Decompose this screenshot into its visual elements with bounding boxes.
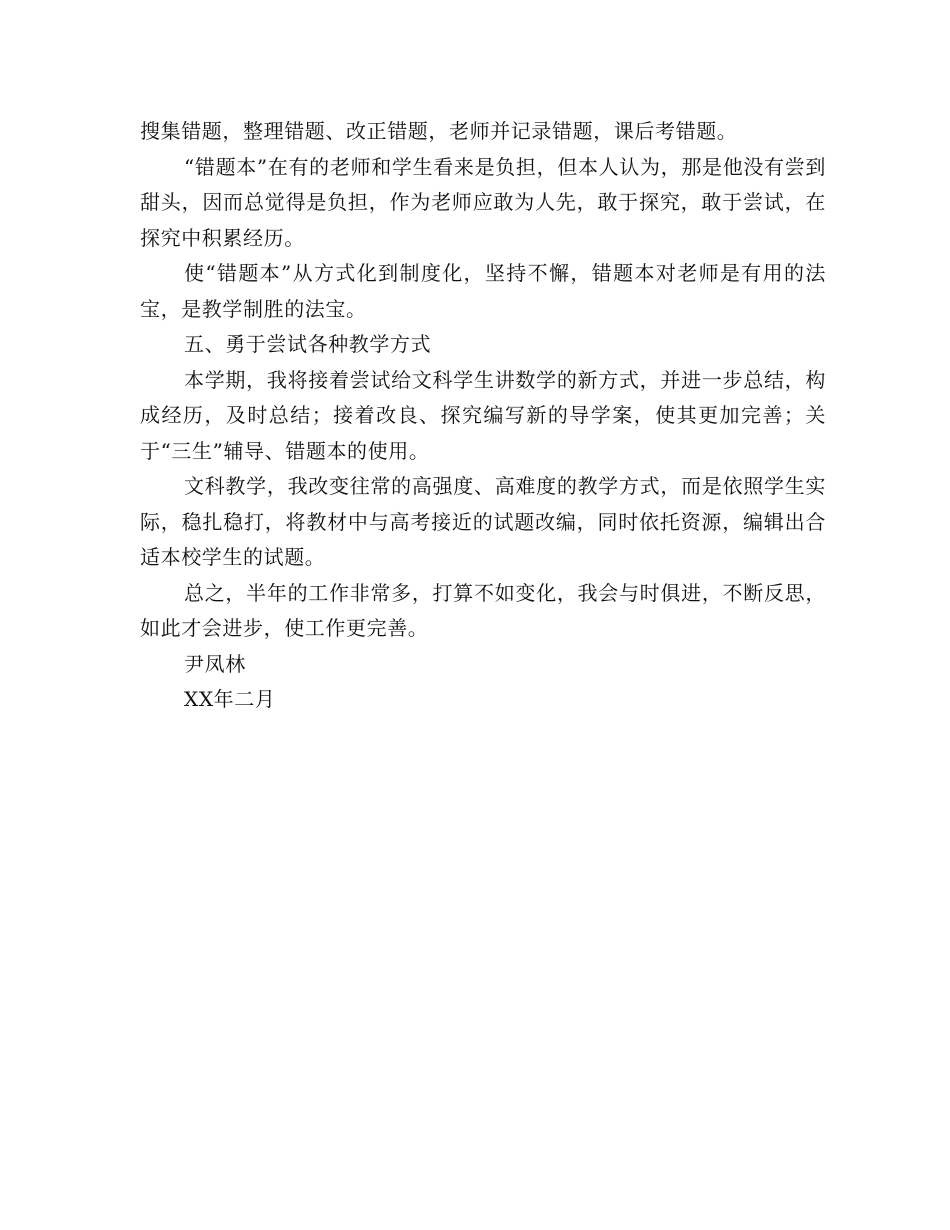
document-date: XX年二月 xyxy=(184,687,276,711)
paragraph-liberal-arts-teaching: 文科教学，我改变往常的高强度、高难度的教学方式，而是依照学生实际，稳扎稳打，将教材中与高考接近的试题改编，同时依托资源，编辑出合适本校学生的试题。 xyxy=(140,474,826,569)
paragraph-conclusion: 总之，半年的工作非常多，打算不如变化，我会与时俱进，不断反思，如此才会进步，使工作更完善。 xyxy=(140,580,826,640)
paragraph-error-notebook-system: 使“错题本”从方式化到制度化，坚持不懈，错题本对老师是有用的法宝，是教学制胜的法宝。 xyxy=(140,261,826,321)
author-signature: 尹凤林 xyxy=(184,651,246,676)
document-body xyxy=(140,114,826,718)
paragraph-continuation: 搜集错题，整理错题、改正错题，老师并记录错题，课后考错题。 xyxy=(140,119,738,143)
paragraph-this-semester: 本学期，我将接着尝试给文科学生讲数学的新方式，并进一步总结，构成经历，及时总结；接着改良、探究编写新的导学案，使其更加完善；关于“三生”辅导、错题本的使用。 xyxy=(140,367,826,463)
paragraph-error-notebook-burden: “错题本”在有的老师和学生看来是负担，但本人认为，那是他没有尝到甜头，因而总觉得是负担，作为老师应敢为人先，敢于探究，敢于尝试，在探究中积累经历。 xyxy=(140,154,826,250)
section-heading-five: 五、勇于尝试各种教学方式 xyxy=(184,332,432,356)
